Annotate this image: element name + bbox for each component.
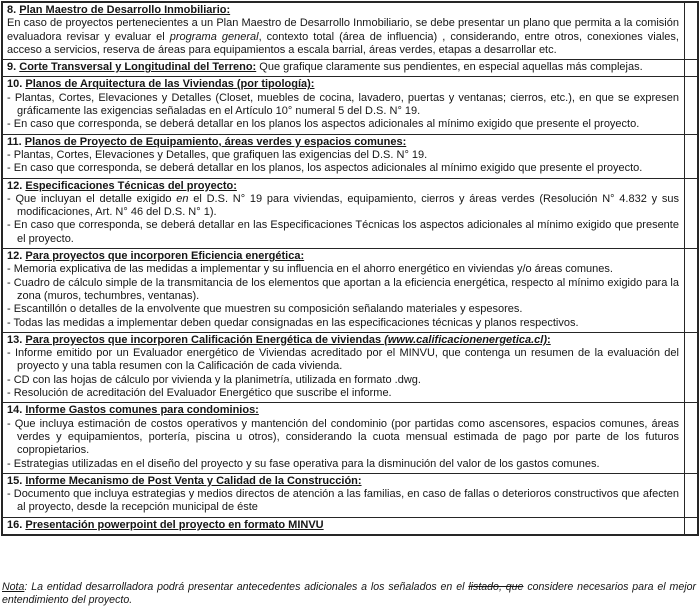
item-header [7, 475, 679, 488]
text-segment: , contexto total (área de influencia) , considerando, entre otros, conexiones viales, acceso a servicios, reserva de áreas para equipamientos a escala barrial, áreas verdes, etapas a desarrollar etc. [7, 30, 679, 56]
text-segment: listado, que [468, 581, 524, 593]
text-segment: Escantillón o detalles de la envolvente que muestren su composición señalando materiales y espesores. [13, 303, 523, 316]
text-segment: : [547, 333, 551, 346]
item-bullet: - Que incluyan el detalle exigido en el D.S. N° 19 para viviendas, equipamiento, cierros y áreas verdes (Resolución N° 4.832 y sus modificaciones, Art. N° 46 del D.S. N° 1). [7, 192, 679, 219]
text-segment: Nota [2, 581, 25, 593]
item-header [7, 250, 679, 263]
item-bullet: - En caso que corresponda, se deberá detallar en las Especificaciones Técnicas los aspectos adicionales al mínimo exigido que presente el proyecto. [7, 219, 679, 245]
check-cell [684, 77, 697, 133]
text-segment: considere necesarios para el mejor entendimiento del proyecto. [2, 581, 696, 606]
table-row [3, 403, 697, 473]
item-bullet: - Que incluya estimación de costos operativos y mantención del condominio (por partidas como ascensores, espacios comunes, áreas verdes y equipamientos, portería, piscina u otros), considerando la cuota mensual estimada de pago por parte de los futuros copropietarios. [7, 417, 679, 457]
item-bullet: - Escantillón o detalles de la envolvente que muestren su composición señalando materiales y espesores. [7, 303, 523, 316]
check-cell [684, 135, 697, 178]
item-number: 13. [7, 333, 23, 346]
item-title [25, 180, 237, 192]
text-segment: En caso que corresponda, se deberá detallar en los planos, los aspectos adicionales al mínimo exigido que presente el proyecto. [13, 162, 643, 175]
item-paragraph [7, 17, 679, 57]
item-bullet: - Todas las medidas a implementar deben quedar consignadas en las especificaciones técnicas y planos respectivos. [7, 316, 579, 329]
check-cell [684, 3, 697, 59]
item-cell [3, 333, 684, 402]
item-number: 9. [7, 61, 17, 74]
table-row [3, 518, 697, 534]
check-cell [684, 179, 697, 248]
text-segment: Planos de Proyecto de Equipamiento, áreas verdes y espacios comunes: [24, 135, 407, 148]
text-segment: En caso de proyectos pertenecientes a un Plan Maestro de Desarrollo Inmobiliario, se debe presentar un plano que permita a la comisión evaluadora revisar y evaluar el [7, 17, 679, 43]
item-bullet: - Plantas, Cortes, Elevaciones y Detalles (Closet, muebles de cocina, lavadero, puertas y ventanas; cierros, etc.), en que se expresen gráficamente las exigencias señaladas en el Artículo 10° numeral 5 del D.S. N° 19. [7, 91, 679, 118]
table-row [3, 135, 697, 179]
item-cell [3, 474, 684, 517]
item-bullet: - En caso que corresponda, se deberá detallar en los planos los aspectos adicionales al mínimo exigido que presente el proyecto. [7, 118, 640, 131]
item-title [25, 334, 550, 346]
table-row [3, 333, 697, 403]
item-header [7, 519, 679, 532]
text-segment: Planos de Arquitectura de las Viviendas (por tipología): [25, 78, 315, 91]
text-segment: Plan Maestro de Desarrollo Inmobiliario: [19, 4, 231, 16]
item-number: 16. [7, 518, 23, 531]
text-segment: el D.S. N° 19 para viviendas, equipamiento, cierros y áreas verdes (Resolución N° 4.832 y sus modificaciones, Art. N° 46 del D.S. N° 1). [17, 192, 679, 219]
item-header [7, 404, 679, 417]
text-segment: Plantas, Cortes, Elevaciones y Detalles, que grafiquen las exigencias del D.S. N° 19. [13, 148, 428, 161]
item-title [19, 4, 230, 16]
item-title [25, 519, 323, 531]
item-cell [3, 77, 684, 133]
table-row [3, 474, 697, 518]
footer-note [2, 581, 696, 607]
text-segment: CD con las hojas de cálculo por vivienda y la planimetría, utilizada en formato .dwg. [13, 373, 421, 386]
item-bullet: - Estrategias utilizadas en el diseño del proyecto y su fase operativa para la disminución del valor de los gastos comunes. [7, 457, 600, 470]
item-title [25, 136, 406, 148]
table-row [3, 249, 697, 333]
item-number: 11. [7, 135, 22, 148]
item-bullet: - CD con las hojas de cálculo por vivienda y la planimetría, utilizada en formato .dwg. [7, 373, 421, 386]
text-segment: Plantas, Cortes, Elevaciones y Detalles (Closet, muebles de cocina, lavadero, puertas y ventanas; cierros, etc.), en que se expresen gráficamente las exigencias señaladas en el Artículo 10° numeral 5 del D.S. N° 19. [14, 91, 679, 118]
item-header [7, 61, 679, 74]
text-segment: Informe Mecanismo de Post Venta y Calidad de la Construcción: [25, 474, 362, 487]
text-segment: Cuadro de cálculo simple de la transmitancia de los elementos que aportan a la eficiencia energética, respecto al mínimo exigido para la zona (muros, techumbres, ventanas). [13, 276, 679, 302]
item-cell [3, 249, 684, 332]
text-segment: Estrategias utilizadas en el diseño del proyecto y su fase operativa para la disminución del valor de los gastos comunes. [13, 457, 600, 470]
text-segment: programa general [169, 30, 259, 43]
check-cell [684, 474, 697, 517]
item-bullet: - Informe emitido por un Evaluador energético de Viviendas acreditado por el MINVU, que contenga un resumen de la evaluación del proyecto y una tabla resumen con la Calificación de cada vivienda. [7, 347, 679, 373]
item-cell [3, 518, 684, 534]
item-header [7, 136, 679, 149]
item-bullet: - Resolución de acreditación del Evaluador Energético que suscribe el informe. [7, 387, 392, 400]
item-bullet: - En caso que corresponda, se deberá detallar en los planos, los aspectos adicionales al mínimo exigido que presente el proyecto. [7, 162, 643, 175]
item-title [25, 475, 361, 487]
item-title [25, 78, 314, 90]
text-segment: (www.calificacionenergetica.cl) [384, 333, 548, 346]
check-cell [684, 60, 697, 76]
text-segment: Todas las medidas a implementar deben quedar consignadas en las especificaciones técnicas y planos respectivos. [13, 316, 579, 329]
item-header [7, 78, 679, 91]
item-cell [3, 179, 684, 248]
table-row [3, 60, 697, 77]
text-segment: Resolución de acreditación del Evaluador Energético que suscribe el informe. [13, 387, 392, 400]
item-cell [3, 135, 684, 178]
item-number: 12. [7, 250, 23, 263]
check-cell [684, 333, 697, 402]
item-title [19, 61, 256, 73]
item-number: 10. [7, 78, 23, 91]
item-bullet: - Memoria explicativa de las medidas a implementar y su influencia en el ahorro energético en viviendas y/o áreas comunes. [7, 263, 613, 276]
text-segment: Especificaciones Técnicas del proyecto: [25, 179, 237, 192]
item-bullet: - Cuadro de cálculo simple de la transmitancia de los elementos que aportan a la eficiencia energética, respecto al mínimo exigido para la zona (muros, techumbres, ventanas). [7, 276, 679, 302]
text-segment: Presentación powerpoint del proyecto en formato MINVU [25, 518, 324, 531]
item-header-text [256, 61, 642, 73]
item-header [7, 4, 679, 17]
check-cell [684, 249, 697, 332]
item-header [7, 334, 679, 347]
item-cell [3, 3, 684, 59]
text-segment: Para proyectos que incorporen Eficiencia energética: [25, 250, 305, 263]
text-segment: Informe emitido por un Evaluador energético de Viviendas acreditado por el MINVU, que contenga un resumen de la evaluación del proyecto y una tabla resumen con la Calificación de cada vivienda. [14, 347, 679, 373]
text-segment: en [176, 192, 189, 205]
item-bullet: - Plantas, Cortes, Elevaciones y Detalles, que grafiquen las exigencias del D.S. N° 19. [7, 148, 428, 161]
item-cell [3, 60, 684, 76]
table-row [3, 3, 697, 60]
item-number: 14. [7, 404, 23, 417]
text-segment: En caso que corresponda, se deberá detallar en las Especificaciones Técnicas los aspectos adicionales al mínimo exigido que presente el proyecto. [13, 219, 679, 245]
table-row [3, 179, 697, 249]
item-number: 15. [7, 474, 23, 487]
text-segment: Que incluya estimación de costos operativos y mantención del condominio (por partidas como ascensores, espacios comunes, áreas verdes y equipamientos, portería, piscina u otros), considerando la cuota mensual estimada de pago por parte de los futuros copropietarios. [14, 417, 679, 457]
item-cell [3, 403, 684, 472]
item-number: 12. [7, 179, 23, 192]
item-number: 8. [7, 4, 17, 16]
item-title [25, 250, 304, 262]
text-segment: Informe Gastos comunes para condominios: [25, 404, 259, 417]
document-checklist-table [1, 1, 699, 536]
text-segment: Documento que incluya estrategias y medios directos de atención a las familias, en caso de fallas o deterioros constructivos que afecten al proyecto, desde la recepción municipal de éste [13, 488, 679, 514]
text-segment: En caso que corresponda, se deberá detallar en los planos los aspectos adicionales al mínimo exigido que presente el proyecto. [13, 118, 640, 131]
text-segment: Que grafique claramente sus pendientes, en especial aquellas más complejas. [256, 61, 643, 74]
text-segment: Corte Transversal y Longitudinal del Terreno: [19, 61, 257, 74]
table-row [3, 77, 697, 134]
text-segment: Memoria explicativa de las medidas a implementar y su influencia en el ahorro energético en viviendas y/o áreas comunes. [13, 263, 613, 276]
check-cell [684, 403, 697, 472]
item-bullet: - Documento que incluya estrategias y medios directos de atención a las familias, en caso de fallas o deterioros constructivos que afecten al proyecto, desde la recepción municipal de éste [7, 488, 679, 514]
item-title [25, 404, 259, 416]
text-segment: : La entidad desarrolladora podrá presentar antecedentes adicionales a los señalados en el [24, 581, 469, 593]
text-segment: Para proyectos que incorporen Calificación Energética de viviendas [25, 333, 385, 346]
text-segment: Que incluyan el detalle exigido [15, 192, 177, 205]
check-cell [684, 518, 697, 534]
item-header [7, 180, 679, 193]
